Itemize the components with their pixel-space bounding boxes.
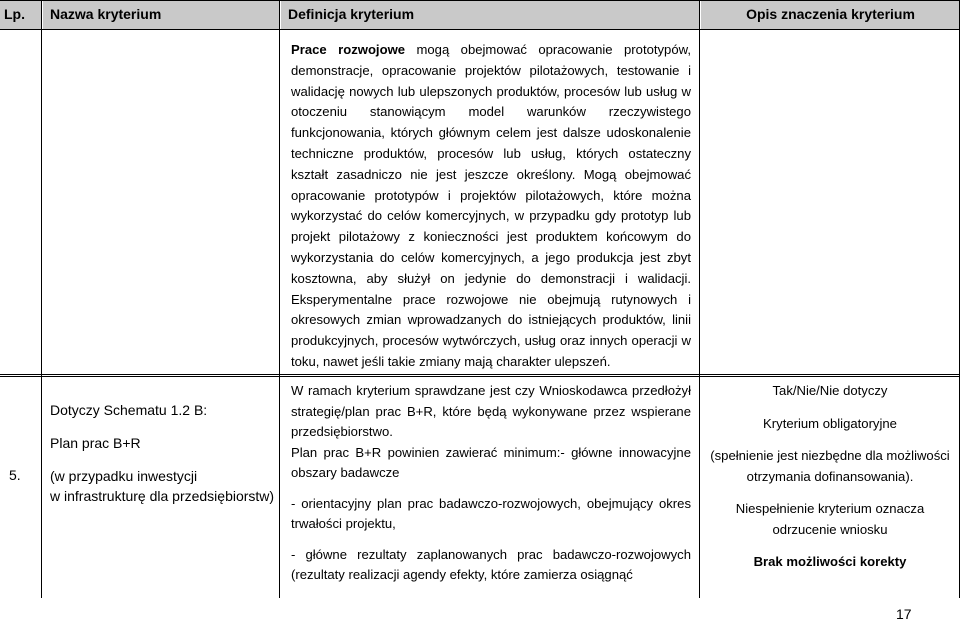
description-rejection: Niespełnienie kryterium oznacza odrzucenie wniosku bbox=[735, 501, 925, 537]
row-divider bbox=[0, 376, 960, 377]
definition-paragraph-1: W ramach kryterium sprawdzane jest czy Wnioskodawca przedłożył strategię/plan prac B+R, które będą wykonywane przez wspierane przedsiębiorstwo. bbox=[291, 383, 691, 439]
description-obligatory: Kryterium obligatoryjne bbox=[763, 415, 897, 431]
description-cell bbox=[704, 381, 956, 573]
definition-bold-term: Prace rozwojowe bbox=[291, 42, 406, 57]
description-no-correction: Brak możliwości korekty bbox=[753, 554, 907, 569]
definition-paragraph-2: Plan prac B+R powinien zawierać minimum:- główne innowacyjne obszary badawcze bbox=[291, 444, 691, 480]
definition-text: mogą obejmować opracowanie prototypów, demonstracje, opracowanie projektów pilotażowych, testowanie i walidację nowych lub ulepszonych produktów, procesów lub usług w otoczeniu stanowiącym model warunków rzeczywistego funkcjonowania, których głównym celem jest dalsze udoskonalenie techniczne produktów, procesów lub usług, których ostateczny kształt zasadniczo nie jest jeszcze określony. Mogą obejmować opracowanie prototypów i projektów pilotażowych, które można wykorzystać do celów komercyjnych, w przypadku gdy prototyp lub projekt pilotażowy z konieczności jest produktem końcowym do wykorzystania do celów komercyjnych, a jego produkcja jest zbyt kosztowna, aby służył on jedynie do demonstracji i walidacji. Eksperymentalne prace rozwojowe nie obejmują rutynowych i okresowych zmian wprowadzanych do istniejących produktów, linii produkcyjnych, procesów wytwórczych, usług oraz innych operacji w toku, nawet jeśli takie zmiany mają charakter ulepszeń. bbox=[291, 42, 691, 369]
criterion-name-cell bbox=[50, 400, 278, 506]
page-number: 17 bbox=[896, 606, 912, 622]
table-top-border bbox=[0, 0, 960, 1]
description-options: Tak/Nie/Nie dotyczy bbox=[772, 383, 888, 398]
criterion-scope-line-1: (w przypadku inwestycji bbox=[50, 468, 198, 484]
criterion-schema: Dotyczy Schematu 1.2 B: bbox=[50, 402, 208, 418]
row-number: 5. bbox=[9, 467, 21, 483]
definition-cell-row1 bbox=[291, 40, 691, 373]
criterion-scope-line-2: w infrastrukturę dla przedsiębiorstw) bbox=[50, 488, 275, 504]
header-bottom-border bbox=[0, 29, 960, 30]
definition-paragraph-3: - orientacyjny plan prac badawczo-rozwojowych, obejmujący okres trwałości projektu, bbox=[291, 495, 691, 531]
definition-paragraph-4: - główne rezultaty zaplanowanych prac badawczo-rozwojowych (rezultaty realizacji agendy efekty, które zamierza osiągnąć bbox=[291, 546, 691, 582]
column-divider-1 bbox=[41, 0, 42, 598]
header-criterion-name: Nazwa kryterium bbox=[43, 0, 279, 29]
column-divider-3 bbox=[699, 0, 700, 598]
row-gap-divider bbox=[0, 374, 960, 375]
criterion-title: Plan prac B+R bbox=[50, 435, 141, 451]
header-criterion-definition: Definicja kryterium bbox=[281, 0, 699, 29]
definition-cell-row2 bbox=[291, 381, 691, 586]
column-divider-2 bbox=[279, 0, 280, 598]
header-lp: Lp. bbox=[0, 0, 41, 29]
description-note: (spełnienie jest niezbędne dla możliwości otrzymania dofinansowania). bbox=[710, 448, 950, 484]
header-criterion-description: Opis znaczenia kryterium bbox=[701, 0, 960, 29]
